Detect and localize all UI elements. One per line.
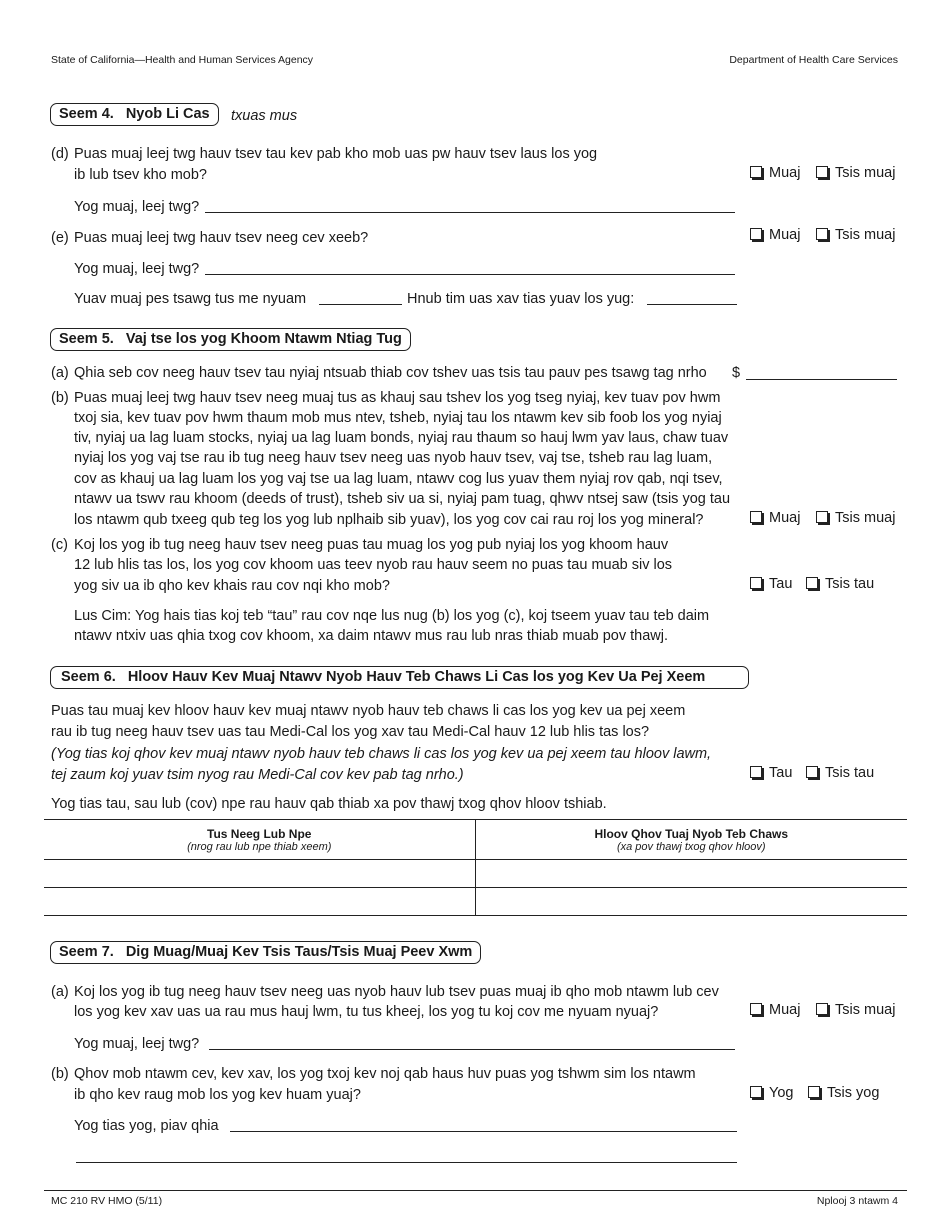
- section-title: Hloov Hauv Kev Muaj Ntawv Nyob Hauv Teb Chaws Li Cas los yog Kev Ua Pej Xeem: [127, 669, 706, 685]
- checkbox-icon[interactable]: [750, 511, 762, 523]
- no-option[interactable]: Tsis muaj: [816, 227, 895, 243]
- section-5-header: [50, 328, 411, 351]
- question-text: rau ib tug neeg hauv tsev uas tau Medi-Cal los yog xav tau Medi-Cal hauv 12 lub hlis tas los?: [51, 724, 650, 740]
- due-date-input-line[interactable]: [647, 304, 737, 305]
- babies-count-input-line[interactable]: [319, 304, 402, 305]
- cash-amount-input-line[interactable]: [746, 379, 897, 380]
- no-option[interactable]: Tsis yog: [808, 1085, 879, 1101]
- section-6-header: [50, 666, 749, 689]
- note-text: ntawv ntxiv uas qhia txog cov khoom, xa daim ntawv mus rau lub nras thiab muab pov thawj.: [74, 628, 668, 644]
- question-text: Koj los yog ib tug neeg hauv tsev neeg uas nyob hauv lub tsev puas muaj ib qho mob ntawm lub cev: [74, 984, 719, 1000]
- question-text: ib qho kev raug mob los yog kev huam yuaj?: [74, 1087, 361, 1103]
- question-label: (a): [51, 984, 69, 1000]
- instruction-text: Yog tias tau, sau lub (cov) npe rau hauv qab thiab xa pov thawj txog qhov hloov tshiab.: [51, 796, 607, 812]
- change-cell[interactable]: [475, 860, 907, 888]
- continued-label: txuas mus: [231, 108, 298, 124]
- section-number: Seem 7.: [59, 944, 114, 960]
- section-number: Seem 4.: [59, 106, 114, 122]
- table-row: [44, 860, 907, 888]
- question-text: cov as khauj ua lag luam los yog vaj tse ua lag luam, ntawv cog lus yuav them nyiaj rov qab, nqi tsev,: [74, 471, 723, 487]
- column-header-change: Hloov Qhov Tuaj Nyob Teb Chaws (xa pov thawj txog qhov hloov): [475, 820, 907, 860]
- name-cell[interactable]: [44, 888, 475, 916]
- field-label: Yog muaj, leej twg?: [74, 199, 200, 215]
- section-title: Nyob Li Cas: [125, 106, 210, 122]
- form-number: MC 210 RV HMO (5/11): [51, 1195, 163, 1207]
- section-title: Vaj tse los yog Khoom Ntawm Ntiag Tug: [125, 331, 402, 347]
- question-text: yog siv ua ib qho kev khais rau cov nqi kho mob?: [74, 578, 390, 594]
- who-input-line[interactable]: [205, 274, 735, 275]
- section-number: Seem 5.: [59, 331, 114, 347]
- column-subtitle: (nrog rau lub npe thiab xeem): [187, 840, 332, 853]
- field-label: Yog muaj, leej twg?: [74, 261, 200, 277]
- question-text: los yog kev xav uas ua rau mus hauj lwm, tu tus kheej, los yog tu koj cov me nyuam nyuaj?: [74, 1004, 659, 1020]
- explain-input-line[interactable]: [230, 1131, 737, 1132]
- question-note: (Yog tias koj qhov kev muaj ntawv nyob hauv teb chaws li cas los yog kev ua pej xeem tau hloov lawm,: [51, 746, 712, 762]
- column-header-name: Tus Neeg Lub Npe (nrog rau lub npe thiab xeem): [44, 820, 475, 860]
- page-number: Nplooj 3 ntawm 4: [816, 1195, 898, 1207]
- question-text: Koj los yog ib tug neeg hauv tsev neeg puas tau muag los yog pub nyiaj los yog khoom hauv: [74, 537, 669, 553]
- explain-input-line-2[interactable]: [76, 1162, 737, 1163]
- checkbox-icon[interactable]: [750, 1086, 762, 1098]
- question-text: Qhov mob ntawm cev, kev xav, los yog txoj kev noj qab haus huv puas yog tshwm sim los ntawm: [74, 1066, 696, 1082]
- field-label: Yog muaj, leej twg?: [74, 1036, 200, 1052]
- checkbox-icon[interactable]: [750, 166, 762, 178]
- department-header: Department of Health Care Services: [729, 54, 898, 66]
- yes-option[interactable]: Tau: [750, 576, 792, 592]
- question-label: (a): [51, 365, 69, 381]
- checkbox-icon[interactable]: [816, 511, 828, 523]
- dollar-sign: $: [732, 365, 741, 381]
- question-text: nyiaj los yog vaj tse rau ib tug neeg hauv tsev neeg uas nyob hauv tsev, vaj tse, tsheb rau lag luam,: [74, 450, 713, 466]
- question-text: tiv, nyiaj ua lag luam stocks, nyiaj ua lag luam bonds, nyiaj rau thaum so hauj lwm yav laus, chaw tuav: [74, 430, 729, 446]
- table-header-row: [44, 820, 907, 860]
- question-label: (e): [51, 230, 69, 246]
- name-cell[interactable]: [44, 860, 475, 888]
- checkbox-icon[interactable]: [750, 228, 762, 240]
- field-label: Yog tias yog, piav qhia: [74, 1118, 219, 1134]
- footer-divider: [44, 1190, 907, 1191]
- question-text: Puas tau muaj kev hloov hauv kev muaj ntawv nyob hauv teb chaws li cas los yog kev ua pej xeem: [51, 703, 686, 719]
- question-text: Puas muaj leej twg hauv tsev tau kev pab kho mob uas pw hauv tsev laus los yog: [74, 146, 598, 162]
- note-text: Lus Cim: Yog hais tias koj teb “tau” rau cov nqe lus nug (b) los yog (c), koj tseem yuav tau teb daim: [74, 608, 710, 624]
- yes-option[interactable]: Muaj: [750, 1002, 800, 1018]
- checkbox-icon[interactable]: [808, 1086, 820, 1098]
- checkbox-icon[interactable]: [816, 166, 828, 178]
- field-label: Hnub tim uas xav tias yuav los yug:: [407, 291, 635, 307]
- section-number: Seem 6.: [61, 669, 116, 685]
- yes-option[interactable]: Yog: [750, 1085, 793, 1101]
- checkbox-icon[interactable]: [750, 766, 762, 778]
- section-4-header: [50, 103, 219, 126]
- yes-option[interactable]: Muaj: [750, 227, 800, 243]
- checkbox-icon[interactable]: [750, 1003, 762, 1015]
- question-text: 12 lub hlis tas los, los yog cov khoom uas teev nyob rau hauv seem no puas tau muab siv los: [74, 557, 673, 573]
- question-text: ntawv ua tswv rau khoom (deeds of trust), tsheb siv ua si, nyiaj pam tuag, qhwv ntsej saw (tsis yog tau: [74, 491, 731, 507]
- checkbox-icon[interactable]: [816, 228, 828, 240]
- table-row: [44, 888, 907, 916]
- agency-header: State of California—Health and Human Services Agency: [51, 54, 314, 66]
- question-text: txoj sia, kev tuav pov hwm thaum mob mus ntev, tsheb, nyiaj tau los ntawm kev sib foob los yog nyiaj: [74, 410, 722, 426]
- column-subtitle: (xa pov thawj txog qhov hloov): [616, 840, 766, 853]
- immigration-change-table: [44, 819, 907, 916]
- question-text: Puas muaj leej twg hauv tsev neeg muaj tus as khauj sau tshev los yog tseg nyiaj, kev tuav pov hwm: [74, 390, 721, 406]
- question-label: (d): [51, 146, 69, 162]
- section-title: Dig Muag/Muaj Kev Tsis Taus/Tsis Muaj Peev Xwm: [125, 944, 473, 960]
- checkbox-icon[interactable]: [816, 1003, 828, 1015]
- question-text: los ntawm qub txeeg qub teg los yog lub nplhaib sib yuav), los yog cov cai rau roj los yog mineral?: [74, 512, 704, 528]
- question-note: tej zaum koj yuav tsim nyog rau Medi-Cal cov kev pab tag nrho.): [51, 767, 464, 783]
- question-text: ib lub tsev kho mob?: [74, 167, 207, 183]
- change-cell[interactable]: [475, 888, 907, 916]
- question-label: (b): [51, 390, 69, 406]
- no-option[interactable]: Tsis tau: [806, 576, 874, 592]
- question-text: Qhia seb cov neeg hauv tsev tau nyiaj ntsuab thiab cov tshev uas tsis tau pauv pes tsawg tag nrho: [74, 365, 707, 381]
- who-input-line[interactable]: [209, 1049, 735, 1050]
- question-label: (c): [51, 537, 68, 553]
- question-label: (b): [51, 1066, 69, 1082]
- checkbox-icon[interactable]: [806, 577, 818, 589]
- no-option[interactable]: Tsis muaj: [816, 510, 895, 526]
- yes-option[interactable]: Tau: [750, 765, 792, 781]
- no-option[interactable]: Tsis muaj: [816, 165, 895, 181]
- yes-option[interactable]: Muaj: [750, 165, 800, 181]
- yes-option[interactable]: Muaj: [750, 510, 800, 526]
- section-7-header: [50, 941, 481, 964]
- field-label: Yuav muaj pes tsawg tus me nyuam: [74, 291, 307, 307]
- question-text: Puas muaj leej twg hauv tsev neeg cev xeeb?: [74, 230, 369, 246]
- checkbox-icon[interactable]: [750, 577, 762, 589]
- no-option[interactable]: Tsis tau: [806, 765, 874, 781]
- checkbox-icon[interactable]: [806, 766, 818, 778]
- who-input-line[interactable]: [205, 212, 735, 213]
- no-option[interactable]: Tsis muaj: [816, 1002, 895, 1018]
